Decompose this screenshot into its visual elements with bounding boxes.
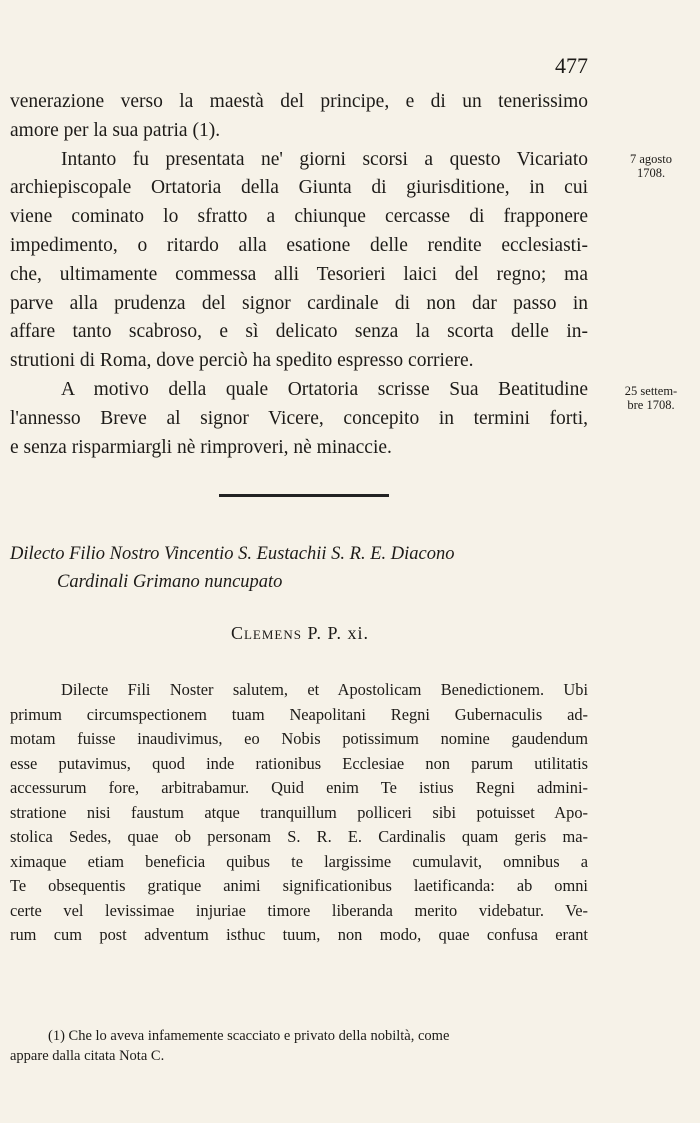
text-line: che, ultimamente commessa alli Tesorieri laici del regno; ma	[10, 263, 588, 285]
margin-note-date-1: 7 agosto 1708.	[629, 152, 672, 180]
pope-title: P. P. xi.	[307, 623, 370, 643]
text-line: l'annesso Breve al signor Vicere, concepito in termini forti,	[10, 407, 588, 429]
text-line: e senza risparmiargli nè rimproveri, nè minaccie.	[10, 436, 392, 458]
text-line: accessurum fore, arbitrabamur. Quid enim Te istius Regni admini-	[10, 778, 588, 797]
text-line: venerazione verso la maestà del principe, e di un tenerissimo	[10, 91, 588, 112]
section-divider	[219, 494, 389, 497]
pope-name: Clemens	[230, 623, 302, 643]
text-line: A motivo della quale Ortatoria scrisse Sua Beatitudine	[61, 378, 588, 400]
text-line: Dilecte Fili Noster salutem, et Apostolicam Benedictionem. Ubi	[61, 680, 588, 699]
text-line: certe vel levissimae injuriae timore liberanda merito videbatur. Ve-	[10, 900, 588, 920]
text-line: ximaque etiam beneficia quibus te largissime cumulavit, omnibus a	[10, 851, 588, 871]
brief-address	[10, 540, 588, 596]
text-line: affare tanto scabroso, e sì delicato senza la scorta delle in-	[10, 321, 588, 343]
text-line: motam fuisse inaudivimus, eo Nobis potissimum nomine gaudendum	[10, 729, 588, 748]
text-line: stolica Sedes, quae ob personam S. R. E. Cardinalis quam geris ma-	[10, 827, 588, 846]
margin-note-date-2: 25 settem- bre 1708.	[624, 384, 678, 412]
text-line: impedimento, o ritardo alla esatione delle rendite ecclesiasti-	[10, 234, 588, 256]
text-line: Te obsequentis gratique animi significationibus laetificanda: ab omni	[10, 876, 588, 895]
footnote	[10, 1026, 588, 1066]
address-line: Dilecto Filio Nostro Vincentio S. Eustachii S. R. E. Diacono	[10, 544, 455, 564]
text-line: Intanto fu presentata ne' giorni scorsi a questo Vicariato	[61, 148, 588, 170]
footnote-line: (1) Che lo aveva infamemente scacciato e privato della nobiltà, come	[48, 1028, 450, 1044]
text-line: rum cum post adventum isthuc tuum, non modo, quae confusa erant	[10, 925, 588, 944]
text-line: parve alla prudenza del signor cardinale di non dar passo in	[10, 292, 588, 314]
text-line: stratione nisi faustum atque tranquillum polliceri sibi potuisset Apo-	[10, 802, 588, 822]
text-line: primum circumspectionem tuam Neapolitani Regni Gubernaculis ad-	[10, 704, 588, 724]
text-line: archiepiscopale Ortatoria della Giunta di giurisditione, in cui	[10, 177, 588, 199]
text-line: strutioni di Roma, dove perciò ha spedito espresso corriere.	[10, 350, 474, 372]
text-line: viene cominato lo sfratto a chiunque cercasse di frapponere	[10, 206, 588, 228]
page-number: 477	[555, 53, 588, 78]
address-line: Cardinali Grimano nuncupato	[57, 572, 283, 592]
footnote-line: appare dalla citata Nota C.	[10, 1048, 165, 1064]
papal-signature	[0, 623, 600, 644]
text-line: amore per la sua patria (1).	[10, 119, 221, 141]
italian-text	[10, 88, 588, 462]
text-line: esse putavimus, quod inde rationibus Ecclesiae non parum utilitatis	[10, 753, 588, 773]
latin-brief-text	[10, 678, 588, 948]
